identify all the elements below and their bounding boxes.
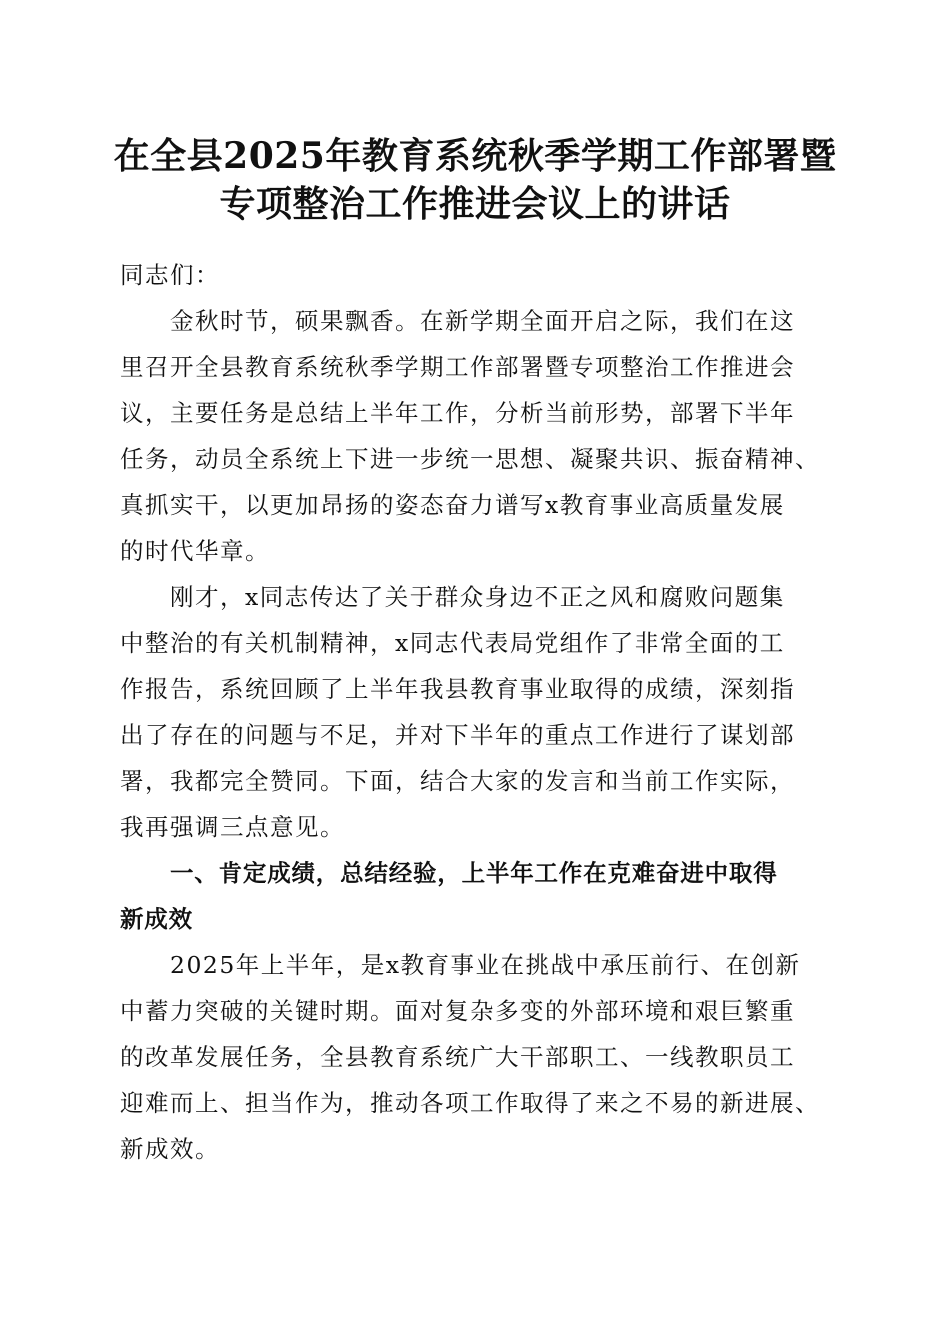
heading-line: 一、肯定成绩，总结经验，上半年工作在克难奋进中取得 [170, 859, 778, 887]
paragraph-context [120, 574, 832, 850]
document-body [120, 252, 832, 1172]
paragraph-line: 的时代华章。 [120, 537, 270, 565]
document-title [80, 132, 870, 228]
paragraph-line: 我再强调三点意见。 [120, 813, 345, 841]
greeting [120, 252, 832, 298]
section-heading-1 [120, 850, 832, 942]
paragraph-line: 中整治的有关机制精神，x同志代表局党组作了非常全面的工 [120, 629, 785, 657]
paragraph-opening [120, 298, 832, 574]
heading-line: 新成效 [120, 905, 193, 933]
paragraph-line: 中蓄力突破的关键时期。面对复杂多变的外部环境和艰巨繁重 [120, 997, 795, 1025]
paragraph-line: 出了存在的问题与不足，并对下半年的重点工作进行了谋划部 [120, 721, 795, 749]
paragraph-line: 刚才，x同志传达了关于群众身边不正之风和腐败问题集 [170, 583, 785, 611]
paragraph-line: 署，我都完全赞同。下面，结合大家的发言和当前工作实际， [120, 767, 795, 795]
paragraph-line: 真抓实干，以更加昂扬的姿态奋力谱写x教育事业高质量发展 [120, 491, 785, 519]
paragraph-line: 里召开全县教育系统秋季学期工作部署暨专项整治工作推进会 [120, 353, 795, 381]
paragraph-line: 作报告，系统回顾了上半年我县教育事业取得的成绩，深刻指 [120, 675, 795, 703]
paragraph-line: 任务，动员全系统上下进一步统一思想、凝聚共识、振奋精神、 [120, 445, 820, 473]
paragraph-line: 的改革发展任务，全县教育系统广大干部职工、一线教职员工 [120, 1043, 795, 1071]
paragraph-line: 2025年上半年，是x教育事业在挑战中承压前行、在创新 [170, 951, 801, 979]
title-line-2: 专项整治工作推进会议上的讲话 [219, 183, 731, 225]
title-line-1: 在全县2025年教育系统秋季学期工作部署暨 [113, 135, 837, 177]
paragraph-line: 新成效。 [120, 1135, 220, 1163]
paragraph-line: 金秋时节，硕果飘香。在新学期全面开启之际，我们在这 [170, 307, 795, 335]
paragraph-line: 迎难而上、担当作为，推动各项工作取得了来之不易的新进展、 [120, 1089, 820, 1117]
paragraph-section-1 [120, 942, 832, 1172]
greeting-line: 同志们： [120, 261, 220, 289]
paragraph-line: 议，主要任务是总结上半年工作，分析当前形势，部署下半年 [120, 399, 795, 427]
